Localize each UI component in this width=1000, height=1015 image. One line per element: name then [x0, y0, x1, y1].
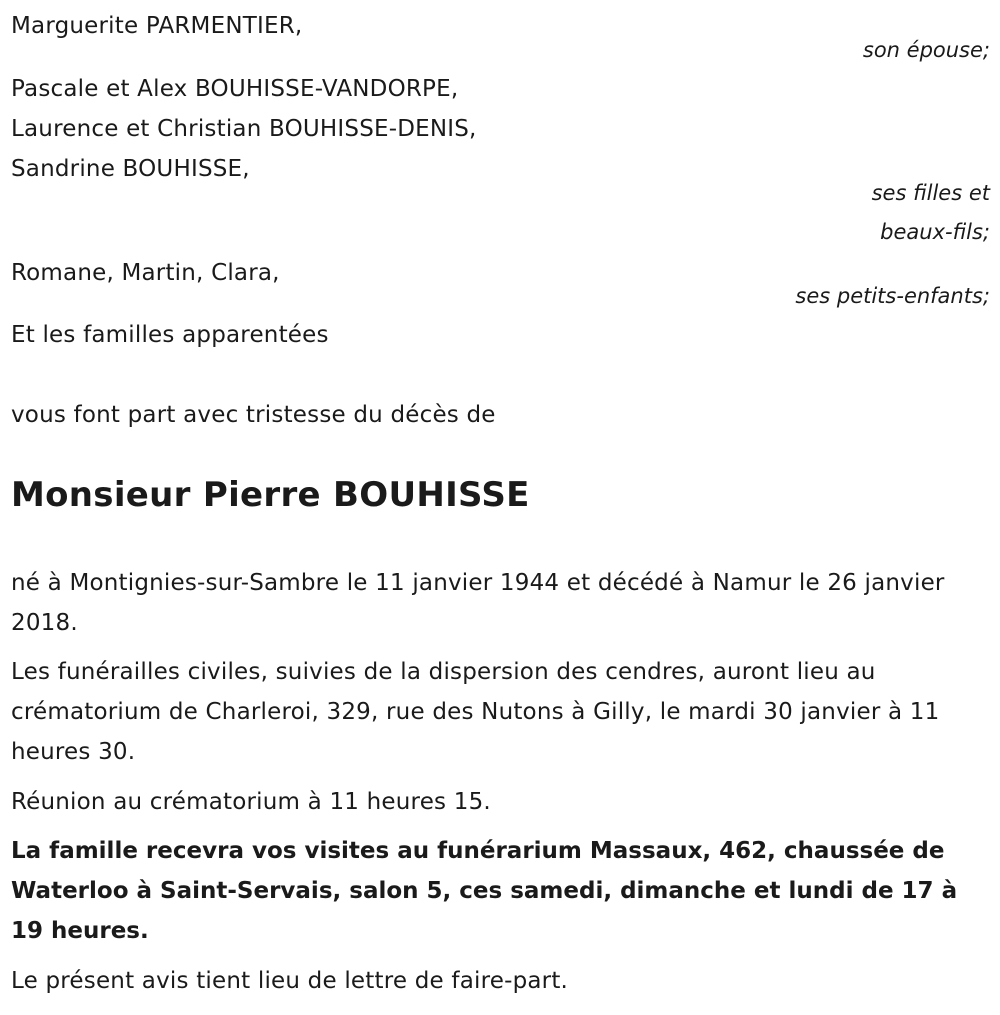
funeral-paragraph: Les funérailles civiles, suivies de la dispersion des cendres, auront lieu au crématorium de Charleroi, 329, rue des Nutons à Gilly, le mardi 30 janvier à 11 heures 30. — [11, 659, 940, 765]
birth-death-paragraph: né à Montignies-sur-Sambre le 11 janvier 1944 et décédé à Namur le 26 janvier 2018. — [11, 570, 945, 636]
closing-paragraph: Le présent avis tient lieu de lettre de faire-part. — [11, 968, 569, 994]
announcement-line: vous font part avec tristesse du décès de — [11, 402, 496, 428]
spouse-role: son épouse; — [862, 38, 990, 62]
grandchildren-names: Romane, Martin, Clara, — [11, 260, 280, 286]
spouse-name: Marguerite PARMENTIER, — [11, 13, 303, 39]
child-name-1: Pascale et Alex BOUHISSE-VANDORPE, — [11, 76, 459, 102]
child-name-2: Laurence et Christian BOUHISSE-DENIS, — [11, 116, 477, 142]
children-role-line-1: ses filles et — [871, 181, 990, 205]
children-role-line-2: beaux-fils; — [880, 220, 990, 244]
deceased-name: Monsieur Pierre BOUHISSE — [11, 475, 530, 515]
child-name-3: Sandrine BOUHISSE, — [11, 156, 250, 182]
meeting-paragraph: Réunion au crématorium à 11 heures 15. — [11, 789, 491, 815]
visits-paragraph: La famille recevra vos visites au funérarium Massaux, 462, chaussée de Waterloo à Saint-Servais, salon 5, ces samedi, dimanche et lundi de 17 à 19 heures. — [11, 838, 958, 944]
families-line: Et les familles apparentées — [11, 322, 329, 348]
grandchildren-role: ses petits-enfants; — [795, 284, 990, 308]
